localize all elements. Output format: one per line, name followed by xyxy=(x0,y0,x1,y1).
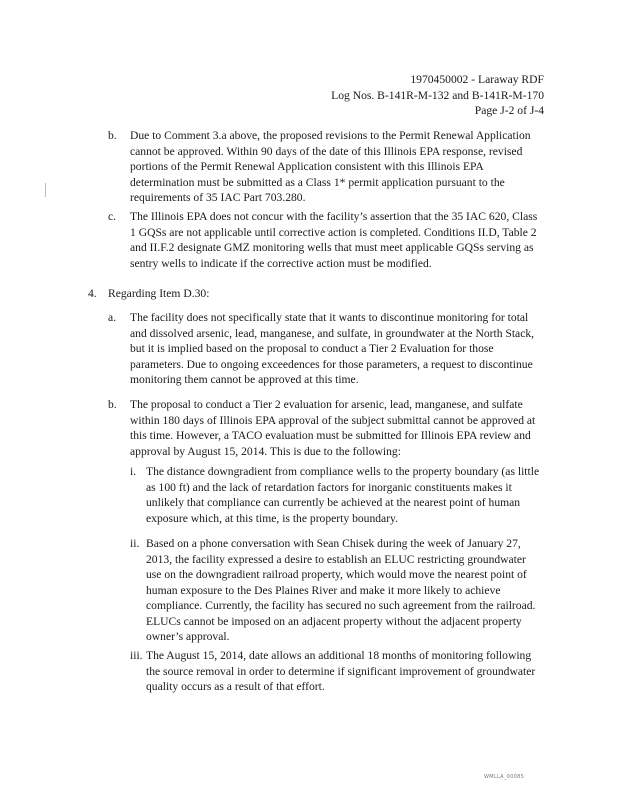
item-4b-marker: b. xyxy=(108,398,117,411)
item-c-text: The Illinois EPA does not concur with the facility’s assertion that the 35 IAC 620, Class 1 GQSs are not applicable until corrective action is completed. Conditions II.D, Table 2 and II.F.2 designate GMZ monitoring wells that must meet applicable GQSs serving as sentry wells to indicate if the corrective action must be modified. xyxy=(130,210,538,270)
item-4a xyxy=(108,310,544,388)
page-header xyxy=(331,72,544,119)
item-4a-text: The facility does not specifically state that it wants to discontinue monitoring for total and dissolved arsenic, lead, manganese, and sulfate, in groundwater at the North Stack, but it is implied based on the proposal to conduct a Tier 2 Evaluation for those parameters. Due to ongoing exceedences for those parameters, a request to discontinue monitoring them cannot be approved at this time. xyxy=(130,311,535,386)
bates-stamp: WMLLA_00085 xyxy=(484,774,525,780)
item-4b-i-text: The distance downgradient from compliance wells to the property boundary (as little as 100 ft) and the lack of retardation factors for inorganic constituents makes it unlikely that compliance can currently be achieved at the nearest point of human exposure which, at this time, is the property boundary. xyxy=(146,465,540,525)
item-4b-iii-marker: iii. xyxy=(130,649,143,662)
item-4a-marker: a. xyxy=(108,311,117,324)
item-4b-iii-text: The August 15, 2014, date allows an additional 18 months of monitoring following the source removal in order to determine if significant improvement of groundwater quality occurs as a result of that effort. xyxy=(146,649,536,693)
item-4b-ii-text: Based on a phone conversation with Sean Chisek during the week of January 27, 2013, the facility expressed a desire to establish an ELUC restricting groundwater use on the downgradient railroad property, which would move the nearest point of human exposure to the Des Plaines River and make it more likely to achieve compliance. Currently, the facility has secured no such agreement from the railroad. ELUCs cannot be imposed on an adjacent property without the adjacent property owner’s approval. xyxy=(146,537,536,643)
item-4-text: Regarding Item D.30: xyxy=(108,287,210,300)
margin-mark xyxy=(45,183,46,197)
header-page-number: Page J-2 of J-4 xyxy=(474,104,544,117)
header-log-numbers: Log Nos. B-141R-M-132 and B-141R-M-170 xyxy=(331,88,544,102)
item-4b-text: The proposal to conduct a Tier 2 evaluation for arsenic, lead, manganese, and sulfate within 180 days of Illinois EPA approval of the subject submittal cannot be approved at this time. However, a TACO evaluation must be submitted for Illinois EPA review and approval by August 15, 2014. This is due to the following: xyxy=(130,398,536,458)
item-b-marker: b. xyxy=(108,129,117,142)
item-4b-ii xyxy=(130,536,544,645)
item-4-marker: 4. xyxy=(88,287,97,300)
item-4b-i-marker: i. xyxy=(130,465,137,478)
item-4b-ii-marker: ii. xyxy=(130,537,140,550)
item-4 xyxy=(88,286,544,302)
item-4b-iii xyxy=(130,648,544,695)
item-c xyxy=(108,209,544,271)
header-facility-id: 1970450002 - Laraway RDF xyxy=(410,73,544,86)
item-b xyxy=(108,128,544,206)
item-c-marker: c. xyxy=(108,210,117,223)
item-4b-i xyxy=(130,464,544,526)
item-b-text: Due to Comment 3.a above, the proposed revisions to the Permit Renewal Application cannot be approved. Within 90 days of the date of this Illinois EPA response, revised portions of the Permit Renewal Application consistent with this Illinois EPA determination must be submitted as a Class 1* permit application pursuant to the requirements of 35 IAC Part 703.280. xyxy=(130,129,531,204)
item-4b xyxy=(108,397,544,459)
